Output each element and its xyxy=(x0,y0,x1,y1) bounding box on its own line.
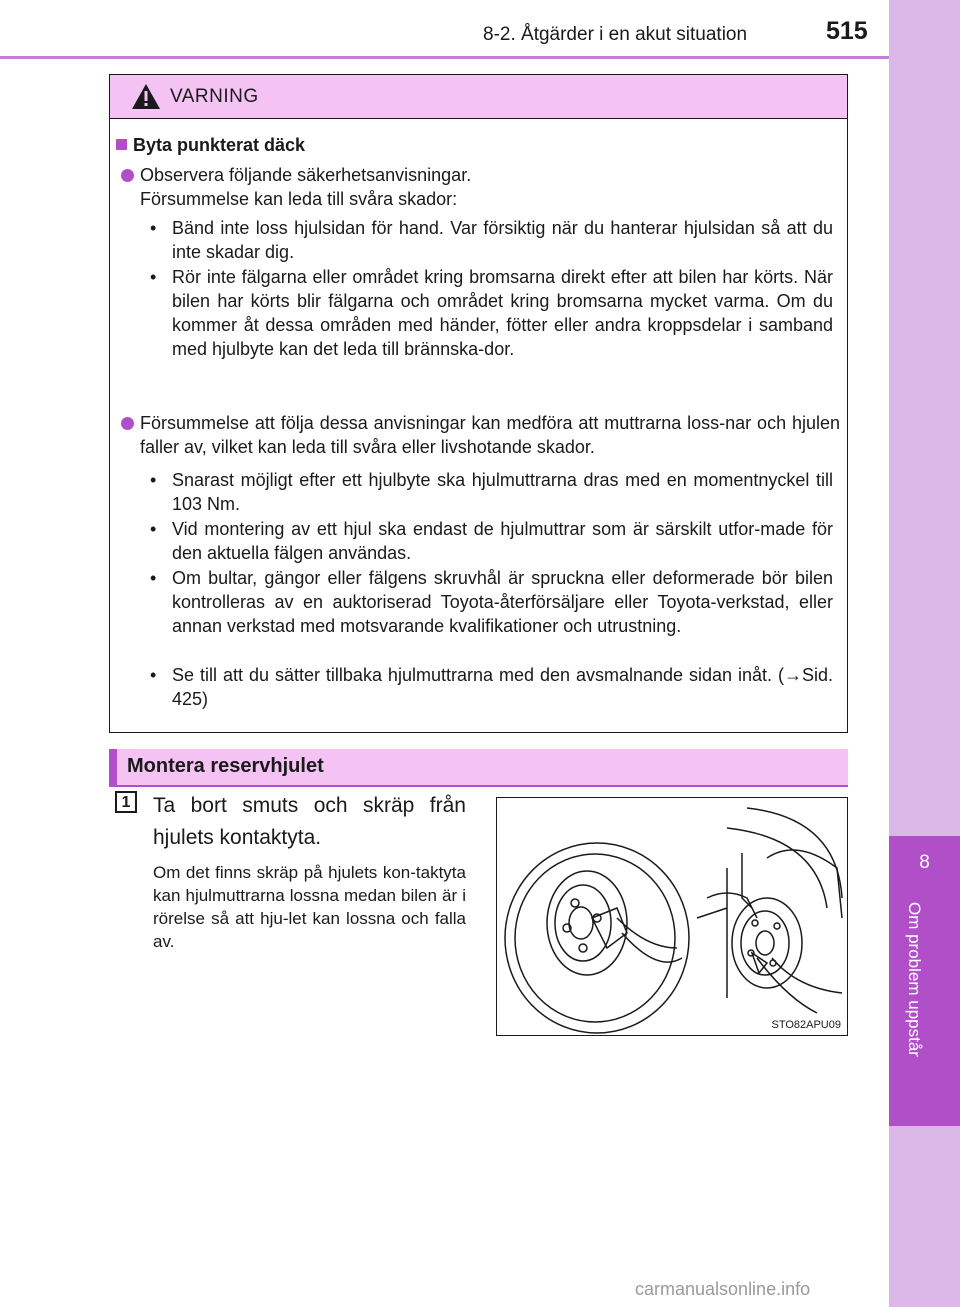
wheel-cleaning-illustration xyxy=(497,798,847,1035)
section-accent xyxy=(109,749,117,785)
list-item: • Rör inte fälgarna eller området kring bromsarna direkt efter att bilen har körts. När bilen har körts blir fälgarna och området kring bromsarna mycket varma. Om du kommer åt dessa områden med händer, fötter eller andra kroppsdelar i samband med hjulbyte kan det leda till brännska-dor. xyxy=(150,267,833,359)
chapter-tab[interactable] xyxy=(889,836,960,1126)
warning-box xyxy=(109,74,848,733)
section-header: 8-2. Åtgärder i en akut situation xyxy=(483,24,748,45)
warning-label: VARNING xyxy=(170,86,259,107)
point1-line2: Försummelse kan leda till svåra skador: xyxy=(140,189,458,209)
warning-header xyxy=(110,75,847,119)
square-bullet-icon xyxy=(116,139,127,150)
point1-line1: Observera följande säkerhetsanvisningar. xyxy=(140,165,472,185)
warning-section-title: Byta punkterat däck xyxy=(116,135,305,156)
chapter-title: Om problem uppstår xyxy=(905,902,924,1057)
list-item: • Snarast möjligt efter ett hjulbyte ska hjulmuttrarna dras med en momentnyckel till 103 Nm. xyxy=(150,470,833,514)
wheel-illustration xyxy=(496,797,848,1036)
circle-bullet-icon xyxy=(121,169,134,182)
header-divider xyxy=(0,56,889,59)
warning-triangle-icon xyxy=(131,83,161,110)
circle-bullet-icon xyxy=(121,417,134,430)
watermark: carmanualsonline.info xyxy=(635,1279,811,1299)
page-number: 515 xyxy=(826,17,868,45)
section-title: Montera reservhjulet xyxy=(127,755,324,777)
list-item: • Om bultar, gängor eller fälgens skruvhål är spruckna eller deformerade bör bilen kontrolleras av en auktoriserad Toyota-återförsäljare eller Toyota-verkstad, eller annan verkstad med motsvarande kvalifikationer och utrustning. xyxy=(150,568,833,636)
figure-code: STO82APU09 xyxy=(771,1019,841,1031)
step-title: Ta bort smuts och skräp från hjulets kontaktyta. xyxy=(153,794,466,849)
point2-text: Försummelse att följa dessa anvisningar kan medföra att muttrarna loss-nar och hjulen faller av, vilket kan leda till svåra eller livshotande skador. xyxy=(140,413,840,457)
step-number-badge: 1 xyxy=(115,791,137,813)
list-item: • Bänd inte loss hjulsidan för hand. Var försiktig när du hanterar hjulsidan så att du inte skadar dig. xyxy=(150,218,833,262)
list-item: • Vid montering av ett hjul ska endast de hjulmuttrar som är särskilt utfor-made för den aktuella fälgen användas. xyxy=(150,519,833,563)
chapter-number: 8 xyxy=(919,852,930,873)
list-item: • Se till att du sätter tillbaka hjulmuttrarna med den avsmalnande sidan inåt. (→Sid. 425) xyxy=(150,665,833,709)
section-underline xyxy=(109,785,848,787)
section-heading xyxy=(109,749,848,785)
step-description: Om det finns skräp på hjulets kon-taktyta kan hjulmuttrarna lossna medan bilen är i rörelse så att hju-let kan lossna och falla av. xyxy=(153,863,466,951)
